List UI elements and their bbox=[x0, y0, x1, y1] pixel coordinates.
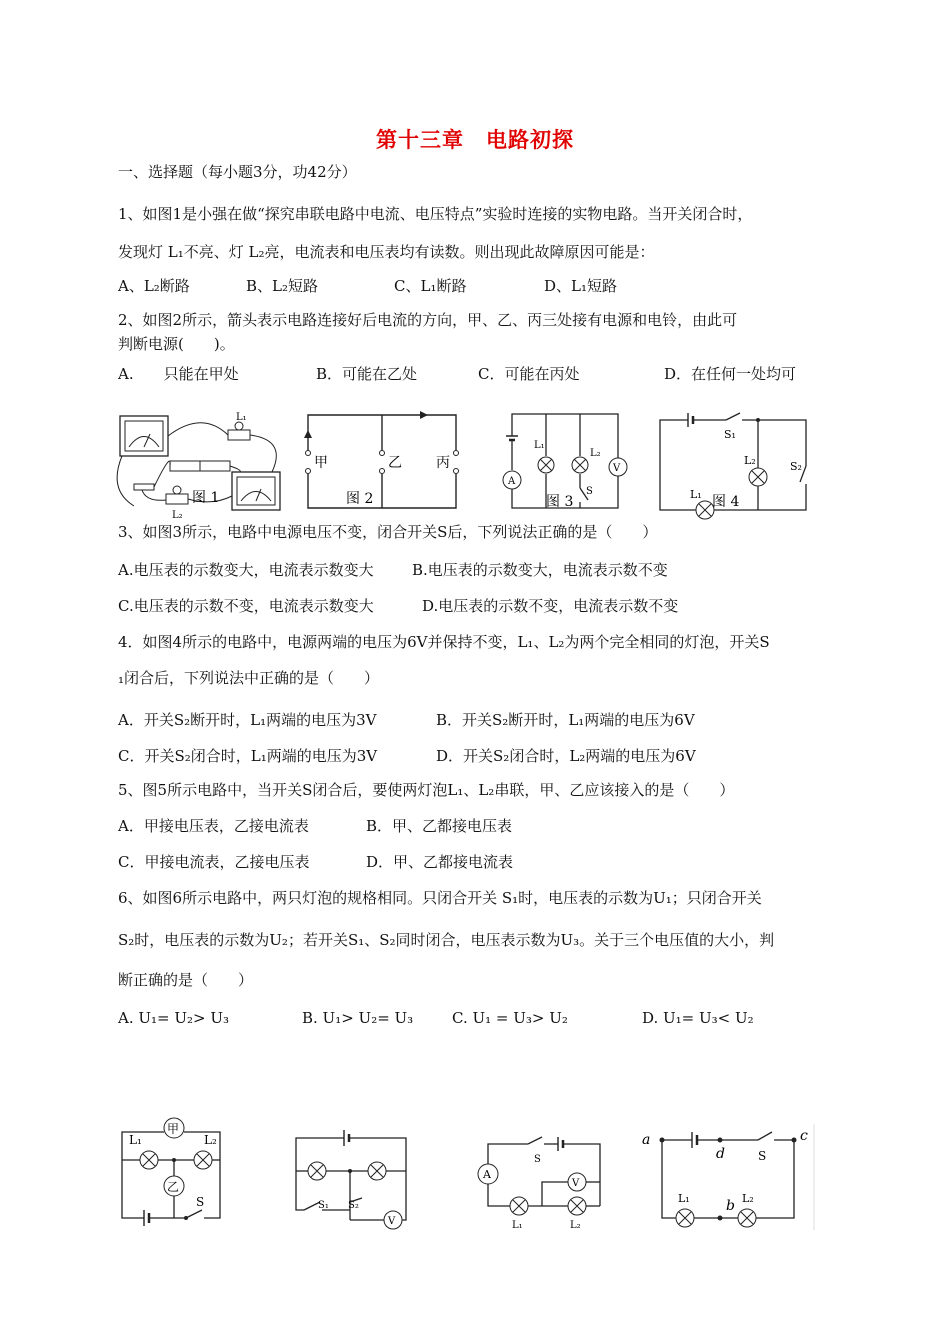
q1-option-b: B、L₂短路 bbox=[246, 277, 318, 295]
q5-option-a: A．甲接电压表，乙接电流表 bbox=[118, 817, 309, 835]
fig7-label-l1: L₁ bbox=[512, 1220, 523, 1231]
q1-text-2: 发现灯 L₁不亮、灯 L₂亮，电流表和电压表均有读数。则出现此故障原因可能是： bbox=[118, 243, 655, 261]
figure-1 bbox=[112, 410, 292, 520]
fig4-caption: 图 4 bbox=[712, 494, 740, 510]
fig7-label-v: V bbox=[572, 1178, 580, 1189]
fig4-label-l2: L₂ bbox=[744, 454, 756, 467]
q3-option-d: D.电压表的示数不变，电流表示数不变 bbox=[422, 597, 679, 615]
fig2-caption: 图 2 bbox=[346, 491, 374, 507]
q2-option-a: A. 只能在甲处 bbox=[118, 365, 239, 383]
q3-option-c: C.电压表的示数不变，电流表示数变大 bbox=[118, 597, 374, 615]
fig8-label-a: a bbox=[642, 1132, 651, 1148]
fig4-label-l1: L₁ bbox=[690, 488, 702, 501]
fig4-label-s2: S₂ bbox=[790, 460, 802, 473]
fig5-label-jia: 甲 bbox=[167, 1122, 180, 1136]
fig5-label-l1: L₁ bbox=[129, 1133, 142, 1147]
fig1-label-l1: L₁ bbox=[236, 412, 247, 423]
q3-text-1: 3、如图3所示，电路中电源电压不变，闭合开关S后，下列说法正确的是（ ） bbox=[118, 523, 658, 541]
q4-text-2: ₁闭合后，下列说法中正确的是（ ） bbox=[118, 669, 380, 687]
q1-option-c: C、L₁断路 bbox=[394, 277, 467, 295]
figure-6 bbox=[290, 1126, 420, 1230]
q6-text-3: 断正确的是（ ） bbox=[118, 971, 254, 989]
q4-option-b: B．开关S₂断开时，L₁两端的电压为6V bbox=[436, 711, 695, 729]
fig1-label-l2: L₂ bbox=[172, 510, 183, 521]
q5-option-c: C．甲接电流表，乙接电压表 bbox=[118, 853, 310, 871]
fig8-label-l1: L₁ bbox=[678, 1192, 690, 1205]
q6-text-2: S₂时，电压表的示数为U₂；若开关S₁、S₂同时闭合，电压表示数为U₃。关于三个电压值的大小，判 bbox=[118, 931, 775, 949]
q1-option-a: A、L₂断路 bbox=[118, 277, 190, 295]
fig2-label-yi: 乙 bbox=[388, 455, 402, 471]
fig3-label-l2: L₂ bbox=[590, 448, 601, 459]
q2-text-1: 2、如图2所示，箭头表示电路连接好后电流的方向，甲、乙、丙三处接有电源和电铃，由此可 bbox=[118, 311, 738, 329]
fig7-label-s: S bbox=[534, 1154, 541, 1165]
fig1-caption: 图 1 bbox=[192, 490, 220, 506]
fig6-label-s2: S₂ bbox=[348, 1200, 359, 1211]
fig3-label-v: V bbox=[613, 463, 621, 474]
q1-option-d: D、L₁短路 bbox=[544, 277, 618, 295]
fig6-label-v: V bbox=[388, 1216, 396, 1227]
q3-option-a: A.电压表的示数变大，电流表示数变大 bbox=[118, 561, 374, 579]
figure-3 bbox=[496, 408, 646, 516]
fig8-label-s: S bbox=[758, 1149, 767, 1163]
fig2-label-jia: 甲 bbox=[314, 455, 328, 471]
fig3-label-a: A bbox=[508, 476, 516, 487]
q6-option-c: C. U₁ = U₃> U₂ bbox=[452, 1009, 568, 1027]
fig8-label-l2: L₂ bbox=[742, 1192, 754, 1205]
page-title: 第十三章 电路初探 bbox=[376, 128, 574, 152]
fig8-label-d: d bbox=[716, 1146, 725, 1162]
figure-4 bbox=[656, 408, 816, 518]
fig6-label-s1: S₁ bbox=[318, 1200, 329, 1211]
fig3-label-s: S bbox=[586, 486, 593, 497]
figure-8 bbox=[634, 1124, 824, 1230]
q6-text-1: 6、如图6所示电路中，两只灯泡的规格相同。只闭合开关 S₁时，电压表的示数为U₁；只闭合开关 bbox=[118, 889, 762, 907]
q2-option-d: D．在任何一处均可 bbox=[664, 365, 797, 383]
fig5-label-s: S bbox=[196, 1195, 205, 1209]
fig8-label-c: c bbox=[800, 1128, 808, 1144]
fig4-label-s1: S₁ bbox=[724, 428, 736, 441]
q4-option-d: D．开关S₂闭合时，L₂两端的电压为6V bbox=[436, 747, 696, 765]
q6-option-a: A. U₁= U₂> U₃ bbox=[118, 1009, 230, 1027]
q2-option-b: B．可能在乙处 bbox=[316, 365, 418, 383]
q6-option-b: B. U₁> U₂= U₃ bbox=[302, 1009, 414, 1027]
q5-text-1: 5、图5所示电路中，当开关S闭合后，要使两灯泡L₁、L₂串联，甲、乙应该接入的是（ ） bbox=[118, 781, 735, 799]
q5-option-d: D．甲、乙都接电流表 bbox=[366, 853, 514, 871]
figure-2 bbox=[298, 410, 468, 515]
figure-7 bbox=[474, 1128, 614, 1236]
fig3-label-l1: L₁ bbox=[534, 440, 545, 451]
fig5-label-l2: L₂ bbox=[204, 1133, 217, 1147]
fig7-label-l2: L₂ bbox=[570, 1220, 581, 1231]
fig3-caption: 图 3 bbox=[546, 494, 574, 510]
q4-option-c: C．开关S₂闭合时，L₁两端的电压为3V bbox=[118, 747, 378, 765]
fig2-label-bing: 丙 bbox=[436, 455, 450, 471]
q6-option-d: D. U₁= U₃< U₂ bbox=[642, 1009, 754, 1027]
q2-option-c: C．可能在丙处 bbox=[478, 365, 580, 383]
q4-option-a: A．开关S₂断开时，L₁两端的电压为3V bbox=[118, 711, 377, 729]
q4-text-1: 4．如图4所示的电路中，电源两端的电压为6V并保持不变，L₁、L₂为两个完全相同的灯泡，开关S bbox=[118, 633, 770, 651]
q3-option-b: B.电压表的示数变大，电流表示数不变 bbox=[412, 561, 668, 579]
fig5-label-yi: 乙 bbox=[167, 1180, 180, 1194]
q1-text-1: 1、如图1是小强在做“探究串联电路中电流、电压特点”实验时连接的实物电路。当开关闭合时， bbox=[118, 205, 753, 223]
figure-5 bbox=[116, 1114, 236, 1226]
q5-option-b: B．甲、乙都接电压表 bbox=[366, 817, 513, 835]
fig8-label-b: b bbox=[726, 1198, 735, 1214]
q2-text-2: 判断电源( )。 bbox=[118, 335, 235, 353]
fig7-label-a: A bbox=[483, 1168, 491, 1181]
section-heading: 一、选择题（每小题3分，功42分） bbox=[118, 163, 357, 181]
